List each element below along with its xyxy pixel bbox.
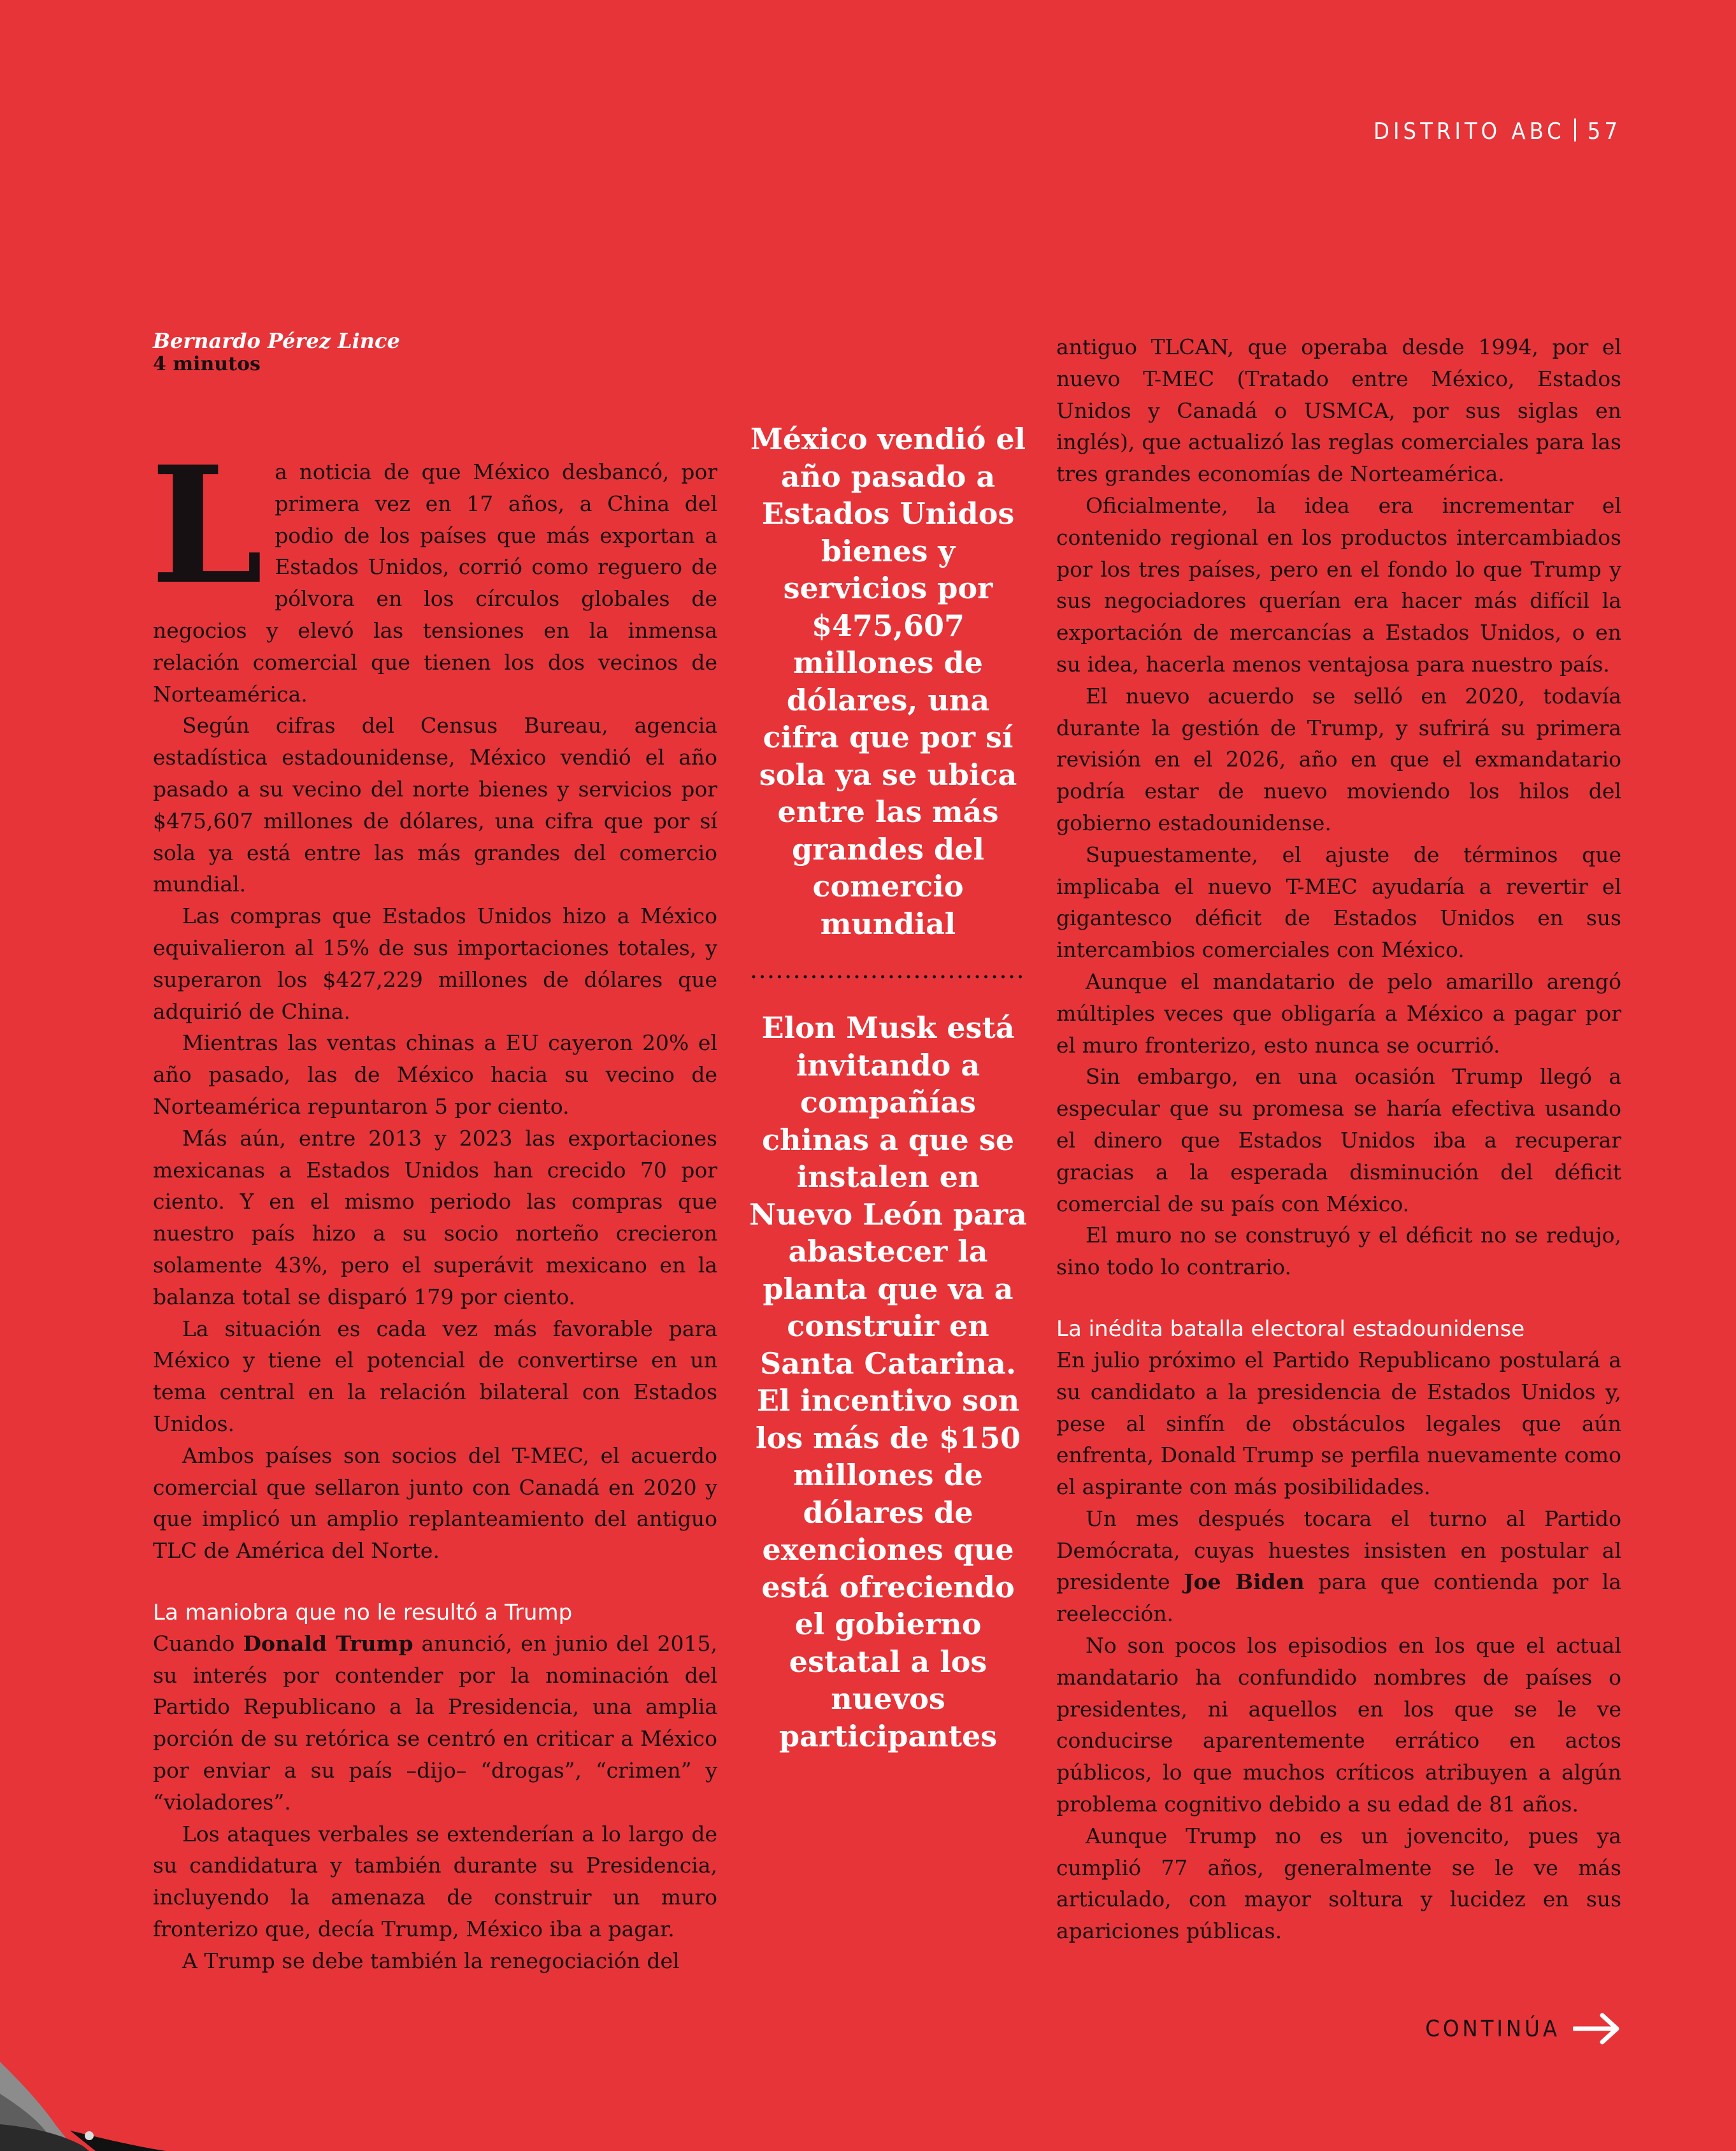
paragraph: Los ataques verbales se extenderían a lo largo de su candidatura y también durante su Presidencia, incluyendo la amenaza de construir un muro fronterizo que, decía Trump, México iba a pagar. [153, 1821, 717, 1942]
paragraph: antiguo TLCAN, que operaba desde 1994, por el nuevo T-MEC (Tratado entre México, Estados Unidos y Canadá o USMCA, por sus siglas en inglés), que actualizó las reglas comerciales para las tres grandes economías de Norteamérica. [1056, 335, 1621, 487]
author-name: Bernardo Pérez Lince [153, 329, 400, 353]
pull-quote: México vendió el año pasado a Estados Unidos bienes y servicios por $475,607 millones de dólares, una cifra que por sí sola ya se ubica entre las más grandes del comercio mundial [750, 422, 1026, 941]
paragraph: Supuestamente, el ajuste de términos que implicaba el nuevo T-MEC ayudaría a revertir el gigantesco déficit de Estados Unidos en sus intercambios comerciales con México. [1056, 842, 1621, 963]
dotted-divider [752, 975, 1022, 979]
article-column-right [1056, 331, 1621, 1947]
paragraph: La situación es cada vez más favorable para México y tiene el potencial de convertirse en un tema central en la relación bilateral con Estados Unidos. [153, 1316, 717, 1436]
pull-quote: Elon Musk está invitando a compañías chinas a que se instalen en Nuevo León para abastecer la planta que va a construir en Santa Catarina. El incentivo son los más de $150 millones de dólares de exenciones que está ofreciendo el gobierno estatal a los nuevos participantes [749, 1011, 1027, 1753]
continue-link[interactable] [1425, 2010, 1620, 2048]
paragraph: No son pocos los episodios en los que el actual mandatario ha confundido nombres de países o presidentes, ni aquellos en los que se le ve conducirse aparentemente errático en actos públicos, lo que muchos críticos atribuyen a algún problema cognitivo debido a su edad de 81 años. [1056, 1633, 1621, 1817]
photo-fragment [0, 1979, 178, 2151]
highlight-name: Joe Biden [1184, 1569, 1305, 1595]
page-folio [1374, 119, 1621, 145]
read-time: 4 minutos [153, 353, 261, 375]
paragraph: Mientras las ventas chinas a EU cayeron 20% el año pasado, las de México hacia su vecino de Norteamérica repuntaron 5 por ciento. [153, 1030, 717, 1119]
page-number: 57 [1587, 119, 1621, 145]
paragraph: La noticia de que México desbancó, por primera vez en 17 años, a China del podio de los países que más exportan a Estados Unidos, corrió como reguero de pólvora en los círculos globales de negocios y elevó las tensiones en la inmensa relación comercial que tienen los dos vecinos de Norteamérica. [150, 431, 717, 707]
folio-divider [1574, 119, 1576, 141]
paragraph: Sin embargo, en una ocasión Trump llegó a especular que su promesa se haría efectiva usando el dinero que Estados Unidos iba a recuperar gracias a la esperada disminución del déficit comercial de su país con México. [1056, 1064, 1621, 1216]
paragraph: El muro no se construyó y el déficit no se redujo, sino todo lo contrario. [1056, 1223, 1621, 1280]
paragraph: Aunque Trump no es un jovencito, pues ya cumplió 77 años, generalmente se le ve más articulado, con mayor soltura y lucidez en sus apariciones públicas. [1056, 1823, 1621, 1944]
subheading: La inédita batalla electoral estadounidense [1056, 1316, 1525, 1342]
arrow-right-icon [1573, 2013, 1620, 2045]
subheading: La maniobra que no le resultó a Trump [153, 1599, 573, 1625]
highlight-name: Donald Trump [243, 1630, 413, 1656]
paragraph: Las compras que Estados Unidos hizo a México equivalieron al 15% de sus importaciones totales, y superaron los $427,229 millones de dólares que adquirió de China. [153, 903, 717, 1024]
byline [153, 329, 400, 376]
drop-cap: L [150, 431, 264, 620]
paragraph: Oficialmente, la idea era incrementar el contenido regional en los productos intercambiados por los tres países, pero en el fondo lo que Trump y sus negociadores querían era hacer más difícil la exportación de mercancías a Estados Unidos, o en su idea, hacerla menos ventajosa para nuestro país. [1056, 493, 1621, 677]
paragraph: Aunque el mandatario de pelo amarillo arengó múltiples veces que obligaría a México a pagar por el muro fronterizo, esto nunca se ocurrió. [1056, 968, 1621, 1058]
paragraph: Un mes después tocara el turno al Partido Demócrata, cuyas huestes insisten en postular al presidente Joe Biden para que contienda por la reelección. [1056, 1506, 1621, 1627]
section-name: DISTRITO ABC [1374, 119, 1565, 145]
paragraph: Ambos países son socios del T-MEC, el acuerdo comercial que sellaron junto con Canadá en 2020 y que implicó un amplio replanteamiento del antiguo TLC de América del Norte. [153, 1442, 717, 1564]
paragraph: El nuevo acuerdo se selló en 2020, todavía durante la gestión de Trump, y sufrirá su primera revisión en el 2026, año en que el exmandatario podría estar de nuevo moviendo los hilos del gobierno estadounidense. [1056, 683, 1621, 835]
continue-label: CONTINÚA [1425, 2015, 1560, 2042]
article-column-left [150, 431, 717, 1977]
paragraph: Más aún, entre 2013 y 2023 las exportaciones mexicanas a Estados Unidos han crecido 70 por ciento. Y en el mismo periodo las compras que nuestro país hizo a su socio norteño crecieron solamente 43%, pero el superávit mexicano en la balanza total se disparó 179 por ciento. [153, 1125, 717, 1309]
paragraph: Cuando Donald Trump anunció, en junio del 2015, su interés por contender por la nominación del Partido Republicano a la Presidencia, una amplia porción de su retórica se centró en criticar a México por enviar a su país –dijo– “drogas”, “crimen” y “violadores”. [153, 1630, 717, 1815]
paragraph: A Trump se debe también la renegociación del [182, 1948, 680, 1973]
paragraph: En julio próximo el Partido Republicano postulará a su candidato a la presidencia de Estados Unidos y, pese al sinfín de obstáculos legales que aún enfrenta, Donald Trump se perfila nuevamente como el aspirante con más posibilidades. [1056, 1347, 1621, 1500]
paragraph: Según cifras del Census Bureau, agencia estadística estadounidense, México vendió el año pasado a su vecino del norte bienes y servicios por $475,607 millones de dólares, una cifra que por sí sola ya está entre las más grandes del comercio mundial. [153, 713, 717, 897]
